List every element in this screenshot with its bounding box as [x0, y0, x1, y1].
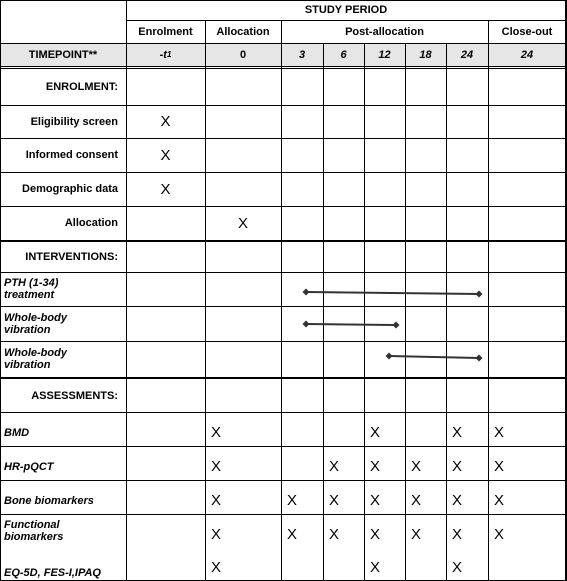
intervention-bar-endpoint	[386, 353, 393, 360]
timepoint-5: 24	[460, 48, 474, 61]
timepoint-t1: -t	[159, 48, 167, 61]
assessment-mark: X	[452, 525, 463, 543]
intervention-bar-endpoint	[476, 355, 483, 362]
row-label-line1: Bone biomarkers	[4, 495, 94, 507]
assessment-mark: X	[452, 423, 463, 441]
timepoint-3: 12	[378, 48, 391, 61]
assessment-mark: X	[494, 423, 505, 441]
timepoint-6: 24	[520, 48, 534, 61]
row-label-line1: Whole-body	[4, 311, 67, 324]
assessment-mark: X	[452, 491, 463, 509]
assessment-mark: X	[370, 559, 381, 576]
phase-close-out: Close-out	[501, 25, 553, 38]
assessment-mark: X	[287, 525, 298, 543]
section-enrolment: ENROLMENT:	[45, 81, 118, 93]
assessment-mark: X	[211, 559, 222, 576]
row-label-line1: HR-pQCT	[4, 461, 54, 473]
row-label-line1: PTH (1-34)	[4, 277, 59, 289]
enrolment-mark: X	[160, 113, 171, 130]
intervention-bar	[389, 356, 479, 358]
assessment-mark: X	[411, 525, 422, 543]
assessment-mark: X	[494, 491, 505, 509]
assessment-mark: X	[211, 423, 222, 441]
timepoint-4: 18	[419, 48, 432, 61]
section-assessments: ASSESSMENTS:	[31, 389, 118, 402]
assessment-mark: X	[329, 457, 340, 475]
row-label-line1: BMD	[4, 427, 30, 439]
intervention-bar-endpoint	[476, 291, 483, 298]
enrolment-row-label: Informed consent	[25, 149, 118, 161]
row-label-line2: treatment	[4, 289, 55, 301]
intervention-bar-endpoint	[303, 289, 310, 296]
row-label-line1: Functional	[4, 519, 60, 531]
assessment-mark: X	[452, 559, 463, 576]
timepoint-1: 3	[298, 48, 306, 61]
assessment-mark: X	[411, 491, 422, 509]
intervention-bar-endpoint	[393, 322, 400, 329]
assessment-mark: X	[494, 457, 505, 475]
section-interventions: INTERVENTIONS:	[25, 251, 118, 263]
enrolment-row-label: Allocation	[64, 217, 118, 229]
intervention-bar	[306, 292, 479, 294]
assessment-mark: X	[329, 491, 340, 509]
assessment-mark: X	[370, 491, 381, 509]
assessment-mark: X	[370, 423, 381, 441]
assessment-mark: X	[329, 525, 340, 543]
timepoint-0: 0	[239, 48, 247, 61]
timepoint-label: TIMEPOINT**	[28, 48, 98, 61]
enrolment-mark: X	[160, 180, 171, 198]
phase-allocation: Allocation	[216, 25, 270, 38]
assessment-mark: X	[452, 457, 463, 475]
enrolment-row-label: Demographic data	[22, 183, 118, 195]
allocation-mark: X	[237, 214, 248, 232]
intervention-bar	[306, 324, 396, 325]
assessment-mark: X	[211, 457, 222, 475]
assessment-mark: X	[287, 491, 298, 509]
timepoint-t1-subscript: 1	[166, 50, 172, 59]
row-label-line2: vibration	[4, 359, 51, 371]
assessment-mark: X	[370, 457, 381, 475]
enrolment-row-label: Eligibility screen	[30, 115, 118, 128]
assessment-mark: X	[211, 525, 222, 543]
assessment-mark: X	[411, 457, 422, 475]
assessment-mark: X	[494, 525, 505, 543]
intervention-bar-endpoint	[303, 321, 310, 328]
phase-enrolment: Enrolment	[138, 25, 193, 38]
study-period-header: STUDY PERIOD	[304, 4, 388, 16]
row-label-line1: EQ-5D, FES-I,IPAQ	[4, 567, 101, 579]
row-label-line2: vibration	[4, 323, 51, 336]
timepoint-2: 6	[340, 48, 347, 61]
enrolment-mark: X	[160, 146, 171, 164]
row-label-line1: Whole-body	[4, 347, 67, 359]
phase-post-allocation: Post-allocation	[345, 25, 424, 38]
assessment-mark: X	[211, 491, 222, 509]
assessment-mark: X	[370, 525, 381, 543]
row-label-line2: biomarkers	[4, 531, 64, 543]
